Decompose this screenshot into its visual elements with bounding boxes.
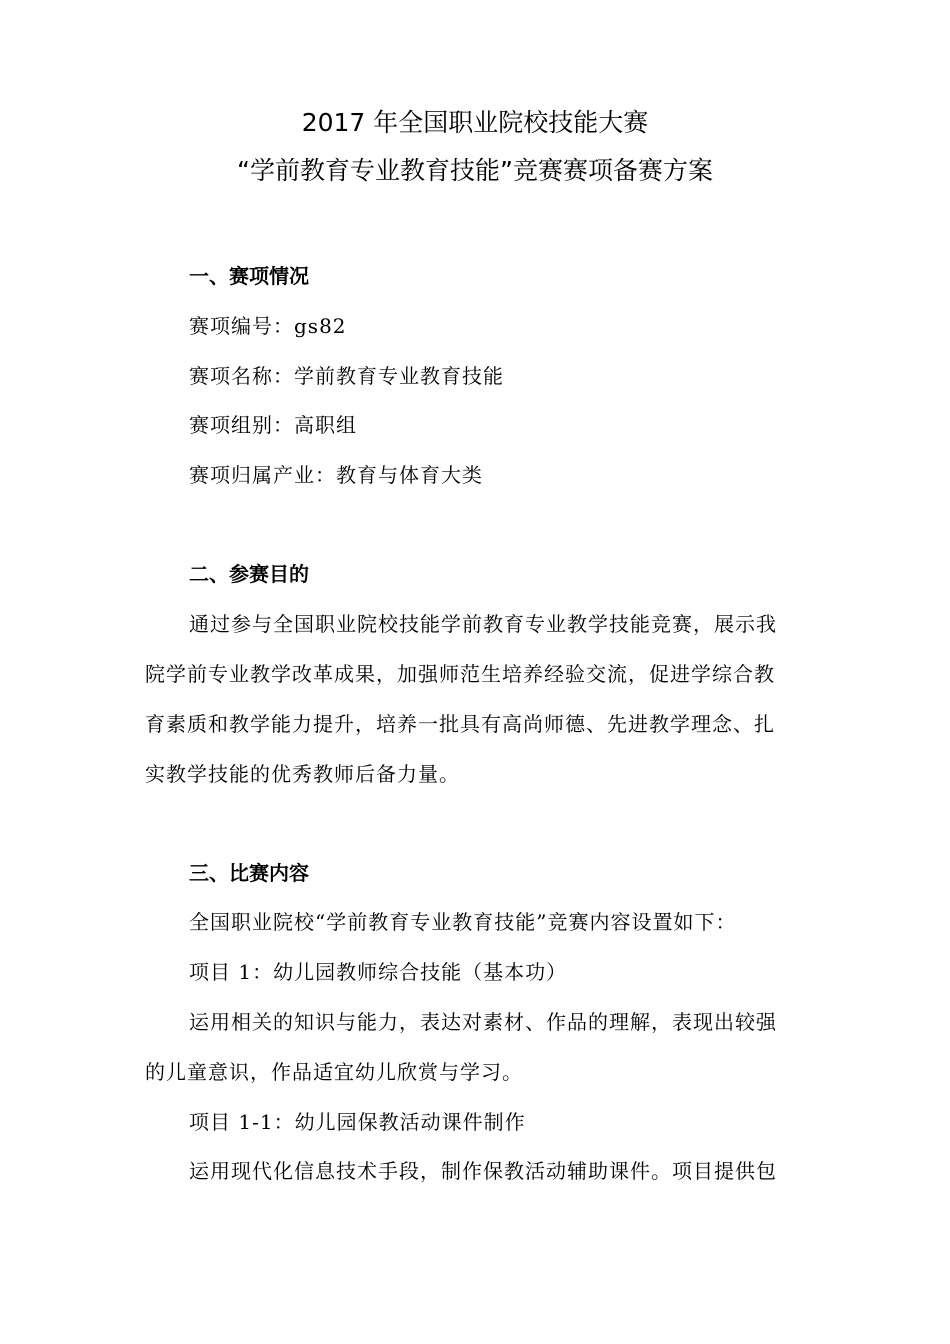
item-1-1-title: 项目 1-1：幼儿园保教活动课件制作 (189, 1110, 526, 1134)
item-1-1-description-line: 运用现代化信息技术手段，制作保教活动辅助课件。项目提供包 (189, 1159, 777, 1183)
purpose-paragraph-line: 通过参与全国职业院校技能学前教育专业教学技能竞赛，展示我 (189, 612, 777, 636)
section-2-heading: 二、参赛目的 (189, 562, 309, 586)
event-industry: 赛项归属产业：教育与体育大类 (189, 463, 483, 487)
purpose-paragraph-line: 育素质和教学能力提升，培养一批具有高尚师德、先进教学理念、扎 (145, 712, 775, 736)
item-1-description-line: 的儿童意识，作品适宜幼儿欣赏与学习。 (145, 1060, 523, 1084)
section-1-heading: 一、赛项情况 (189, 264, 309, 288)
document-title-line-2: “学前教育专业教育技能”竞赛赛项备赛方案 (237, 156, 713, 185)
item-1-description-line: 运用相关的知识与能力，表达对素材、作品的理解，表现出较强 (189, 1010, 777, 1034)
event-name: 赛项名称：学前教育专业教育技能 (189, 364, 504, 388)
event-group: 赛项组别：高职组 (189, 413, 357, 437)
item-1-title: 项目 1：幼儿园教师综合技能（基本功） (189, 960, 568, 984)
document-title-line-1: 2017 年全国职业院校技能大赛 (301, 108, 649, 137)
event-number: 赛项编号：gs82 (189, 314, 347, 338)
purpose-paragraph-line: 院学前专业教学改革成果，加强师范生培养经验交流，促进学综合教 (145, 662, 775, 686)
section-3-heading: 三、比赛内容 (189, 861, 309, 885)
purpose-paragraph-line: 实教学技能的优秀教师后备力量。 (145, 762, 460, 786)
content-intro: 全国职业院校“学前教育专业教育技能”竞赛内容设置如下： (189, 910, 737, 934)
